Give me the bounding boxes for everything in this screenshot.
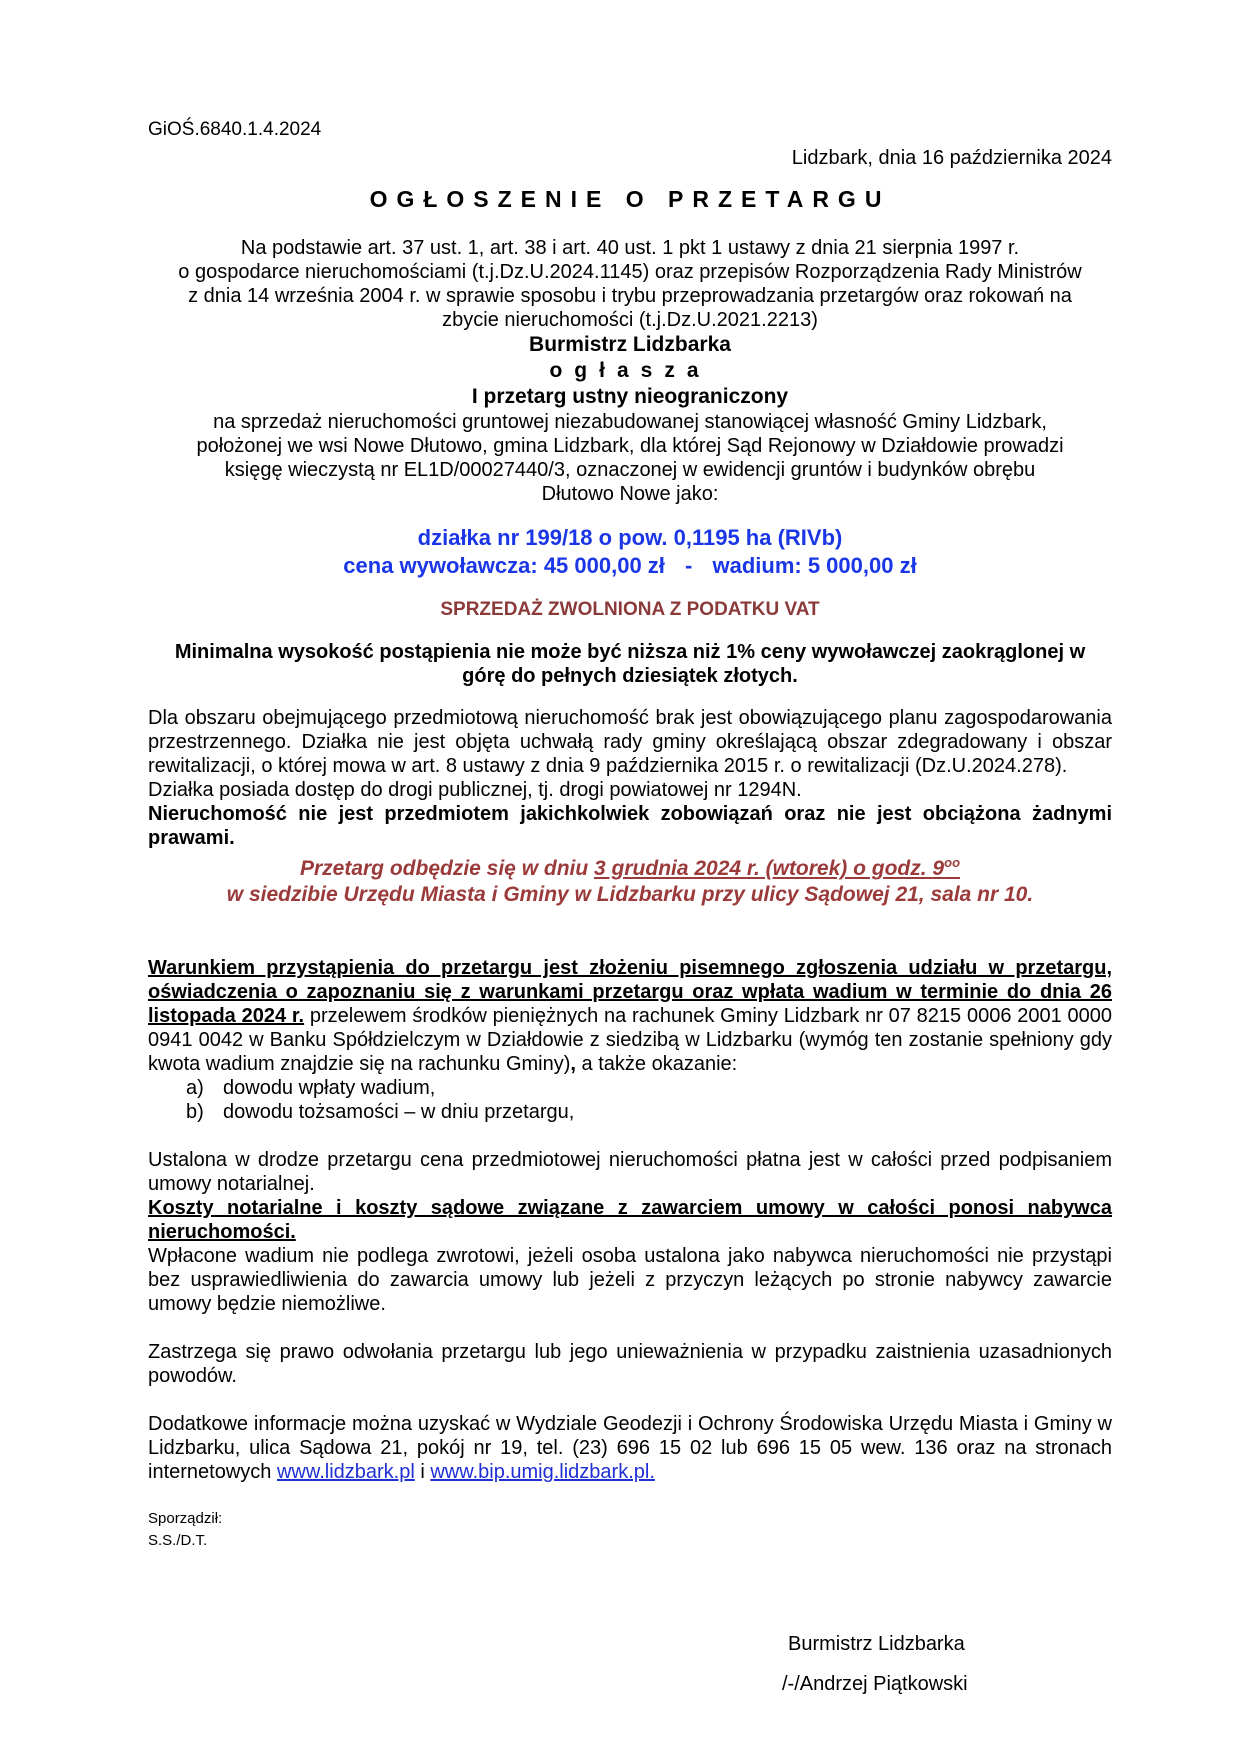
plot-line: działka nr 199/18 o pow. 0,1195 ha (RIVb) [417, 525, 843, 550]
page-title: OGŁOSZENIE O PRZETARGU [369, 186, 891, 212]
legal-basis-line: z dnia 14 września 2004 r. w sprawie sposobu i trybu przeprowadzania przetargów oraz rokowań na [188, 285, 1072, 307]
subject-line: na sprzedaż nieruchomości gruntowej niezabudowanej stanowiącej własność Gminy Lidzbark, [213, 411, 1047, 433]
signature-title: Burmistrz Lidzbarka [788, 1633, 965, 1655]
road-access: Działka posiada dostęp do drogi publicznej, tj. drogi powiatowej nr 1294N. [148, 779, 802, 801]
subject-line: położonej we wsi Nowe Dłutowo, gmina Lidzbark, dla której Sąd Rejonowy w Działdowie prowadzi [196, 435, 1064, 457]
announces: ogłasza [549, 359, 711, 382]
list-text: dowodu tożsamości – w dniu przetargu, [223, 1101, 575, 1123]
notary-costs: Koszty notarialne i koszty sądowe związane z zawarciem umowy w całości ponosi nabywca nieruchomości. [148, 1197, 1112, 1243]
list-marker: b) [186, 1101, 204, 1123]
subject-line: księgę wieczystą nr EL1D/00027440/3, oznaczonej w ewidencji gruntów i budynków obrębu [224, 459, 1036, 481]
payment-terms: Ustalona w drodze przetargu cena przedmiotowej nieruchomości płatna jest w całości przed podpisaniem umowy notarialnej. [148, 1149, 1112, 1195]
additional-info [148, 1412, 1112, 1484]
subject-line: Dłutowo Nowe jako: [541, 483, 719, 505]
announcement-page [148, 118, 1112, 1695]
price-line [148, 552, 1112, 580]
auction-location: w siedzibie Urzędu Miasta i Gminy w Lidzbarku przy ulicy Sądowej 21, sala nr 10. [226, 883, 1034, 906]
reference-number: GiOŚ.6840.1.4.2024 [148, 119, 322, 140]
plot-details [148, 524, 1112, 580]
list-item [148, 1076, 1112, 1100]
price-separator: - [685, 553, 693, 578]
conditions-comma: , [570, 1053, 576, 1075]
legal-basis-line: Na podstawie art. 37 ust. 1, art. 38 i art. 40 ust. 1 pkt 1 ustawy z dnia 21 sierpnia 1997 r. [240, 237, 1020, 259]
legal-basis [148, 236, 1112, 332]
auction-date-line [148, 850, 1112, 882]
list-marker: a) [186, 1077, 204, 1099]
legal-basis-line: o gospodarce nieruchomościami (t.j.Dz.U.2024.1145) oraz przepisów Rozporządzenia Rady Ministrów [178, 261, 1082, 283]
info-between: i [414, 1461, 431, 1483]
vat-note: SPRZEDAŻ ZWOLNIONA Z PODATKU VAT [440, 599, 820, 620]
participation-conditions [148, 956, 1112, 1076]
auction-prefix: Przetarg odbędzie się w dniu [299, 857, 595, 880]
signature [782, 1630, 968, 1698]
deposit-forfeit: Wpłacone wadium nie podlega zwrotowi, jeżeli osoba ustalona jako nabywca nieruchomości nie przystąpi bez usprawiedliwienia do zawarcia umowy lub jeżeli z przyczyn leżących po stronie nabywcy zawarcie umowy będzie niemożliwe. [148, 1245, 1112, 1315]
conditions-tail: a także okazanie: [575, 1053, 738, 1075]
signature-name: /-/Andrzej Piątkowski [782, 1673, 968, 1695]
prepared-by [148, 1508, 1112, 1552]
info-text: Dodatkowe informacje można uzyskać w Wydziale Geodezji i Ochrony Środowiska Urzędu Miasta i Gminy w Lidzbarku, ulica Sądowa 21, pokój nr 19, tel. (23) 696 15 02 lub 696 15 05 wew. 136 oraz na stronach internetowych [148, 1413, 1112, 1483]
list-item [148, 1100, 1112, 1124]
place-date: Lidzbark, dnia 16 października 2024 [791, 147, 1112, 169]
auction-date-text: 3 grudnia 2024 r. (wtorek) o godz. 9 [594, 857, 945, 880]
bip-link[interactable]: www.bip.umig.lidzbark.pl. [430, 1461, 655, 1483]
auction-hour-minutes: oo [944, 855, 961, 870]
authority: Burmistrz Lidzbarka [529, 333, 731, 356]
encumbrance: Nieruchomość nie jest przedmiotem jakichkolwiek zobowiązań oraz nie jest obciążona żadnymi prawami. [148, 803, 1112, 849]
list-text: dowodu wpłaty wadium, [223, 1077, 436, 1099]
subject [148, 410, 1112, 506]
minimum-bid: Minimalna wysokość postąpienia nie może być niższa niż 1% ceny wywoławczej zaokrąglonej w górę do pełnych dziesiątek złotych. [174, 641, 1086, 687]
required-documents [148, 1076, 1112, 1124]
planning-info: Dla obszaru obejmującego przedmiotową nieruchomość brak jest obowiązującego planu zagospodarowania przestrzennego. Działka nie jest objęta uchwałą rady gminy określającą obszar zdegradowany i obszar rewitalizacji, o której mowa w art. 8 ustawy z dnia 9 października 2015 r. o rewitalizacji (Dz.U.2024.278). [148, 707, 1112, 777]
prepared-label: Sporządził: [148, 1510, 223, 1527]
auction-date [594, 857, 960, 880]
deposit-amount: wadium: 5 000,00 zł [712, 553, 917, 578]
prepared-initials: S.S./D.T. [148, 1532, 208, 1549]
legal-basis-line: zbycie nieruchomości (t.j.Dz.U.2021.2213) [442, 309, 818, 331]
conditions-underlined: Warunkiem przystąpienia do przetargu jest złożeniu pisemnego zgłoszenia udziału w przetargu, oświadczenia o zapoznaniu się z warunkami przetargu oraz wpłata wadium w terminie do dnia 26 listopada 2024 r. [148, 957, 1112, 1027]
reservation: Zastrzega się prawo odwołania przetargu lub jego unieważnienia w przypadku zaistnienia uzasadnionych powodów. [148, 1341, 1112, 1387]
tender-type: I przetarg ustny nieograniczony [471, 385, 789, 408]
website-link[interactable]: www.lidzbark.pl [276, 1461, 415, 1483]
starting-price: cena wywoławcza: 45 000,00 zł [343, 553, 665, 578]
conditions-rest: przelewem środków pieniężnych na rachunek Gminy Lidzbark nr 07 8215 0006 2001 0000 0941 0042 w Banku Spółdzielczym w Działdowie z siedzibą w Lidzbarku (wymóg ten zostanie spełniony gdy kwota wadium znajdzie się na rachunku Gminy) [148, 1005, 1112, 1075]
auction-info [148, 850, 1112, 908]
